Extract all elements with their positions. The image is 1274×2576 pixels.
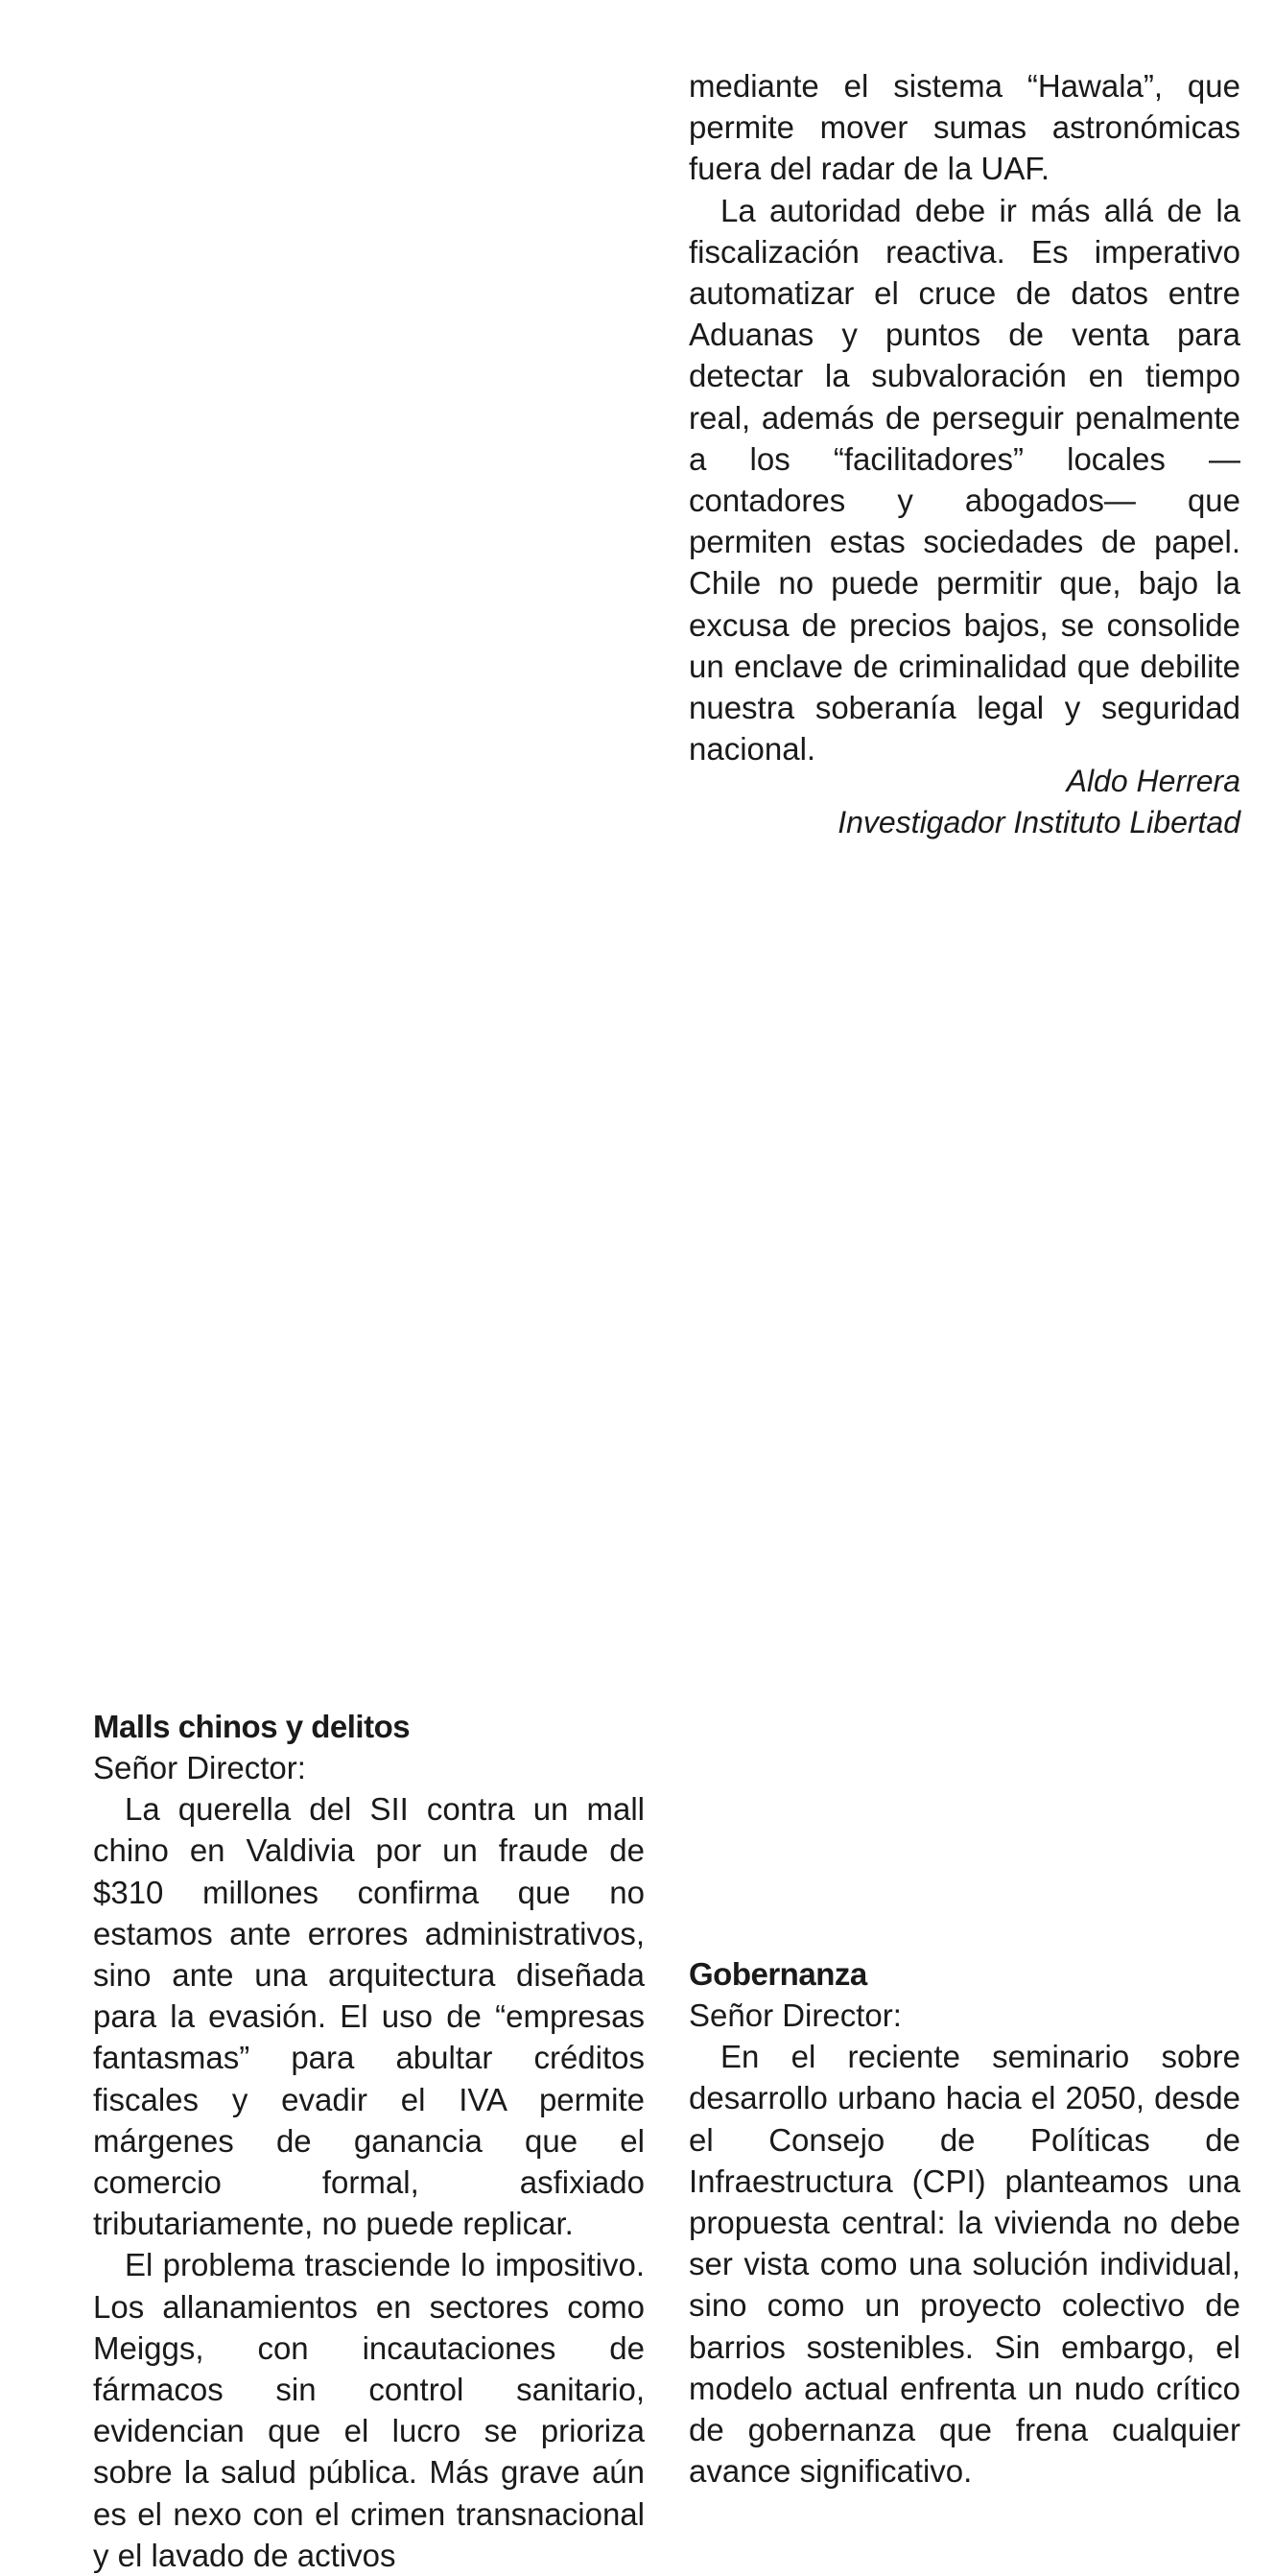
letter-malls-chinos <box>93 1706 645 2576</box>
letter-headline: Gobernanza <box>689 1956 867 1992</box>
letter-paragraph-1: En el reciente seminario sobre desarrollo urbano hacia el 2050, desde el Consejo de Políticas de Infraestructura (CPI) planteamos una propuesta central: la vivienda no debe ser vista como una solución individual, sino como un proyecto colectivo de barrios sostenibles. Sin embargo, el modelo actual enfrenta un nudo crítico de gobernanza que frena cualquier avance significativo. <box>689 2039 1240 2490</box>
letter-continuation <box>689 65 1240 769</box>
signature-name: Aldo Herrera <box>1066 764 1240 798</box>
signature-title: Investigador Instituto Libertad <box>838 805 1240 839</box>
letter-signature <box>689 761 1240 843</box>
letter-continuation-paragraph-2: La autoridad debe ir más allá de la fiscalización reactiva. Es imperativo automatizar el cruce de datos entre Aduanas y puntos de venta para detectar la subvaloración en tiempo real, además de perseguir penalmente a los “facilitadores” locales —contadores y abogados— que permiten estas sociedades de papel. Chile no puede permitir que, bajo la excusa de precios bajos, se consolide un enclave de criminalidad que debilite nuestra soberanía legal y seguridad nacional. <box>689 192 1240 768</box>
letter-salutation: Señor Director: <box>93 1750 306 1785</box>
letter-headline: Malls chinos y delitos <box>93 1709 411 1744</box>
letter-paragraph-1: La querella del SII contra un mall chino en Valdivia por un fraude de $310 millones confirma que no estamos ante errores administrativos, sino ante una arquitectura diseñada para la evasión. El uso de “empresas fantasmas” para abultar créditos fiscales y evadir el IVA permite márgenes de ganancia que el comercio formal, asfixiado tributariamente, no puede replicar. <box>93 1791 645 2242</box>
letter-salutation: Señor Director: <box>689 1997 902 2033</box>
letter-paragraph-2: El problema trasciende lo impositivo. Los allanamientos en sectores como Meiggs, con incautaciones de fármacos sin control sanitario, evidencian que el lucro se prioriza sobre la salud pública. Más grave aún es el nexo con el crimen transnacional y el lavado de activos <box>93 2247 645 2573</box>
letter-continuation-paragraph-1: mediante el sistema “Hawala”, que permite mover sumas astronómicas fuera del radar de la UAF. <box>689 68 1240 187</box>
letter-gobernanza <box>689 1953 1240 2492</box>
